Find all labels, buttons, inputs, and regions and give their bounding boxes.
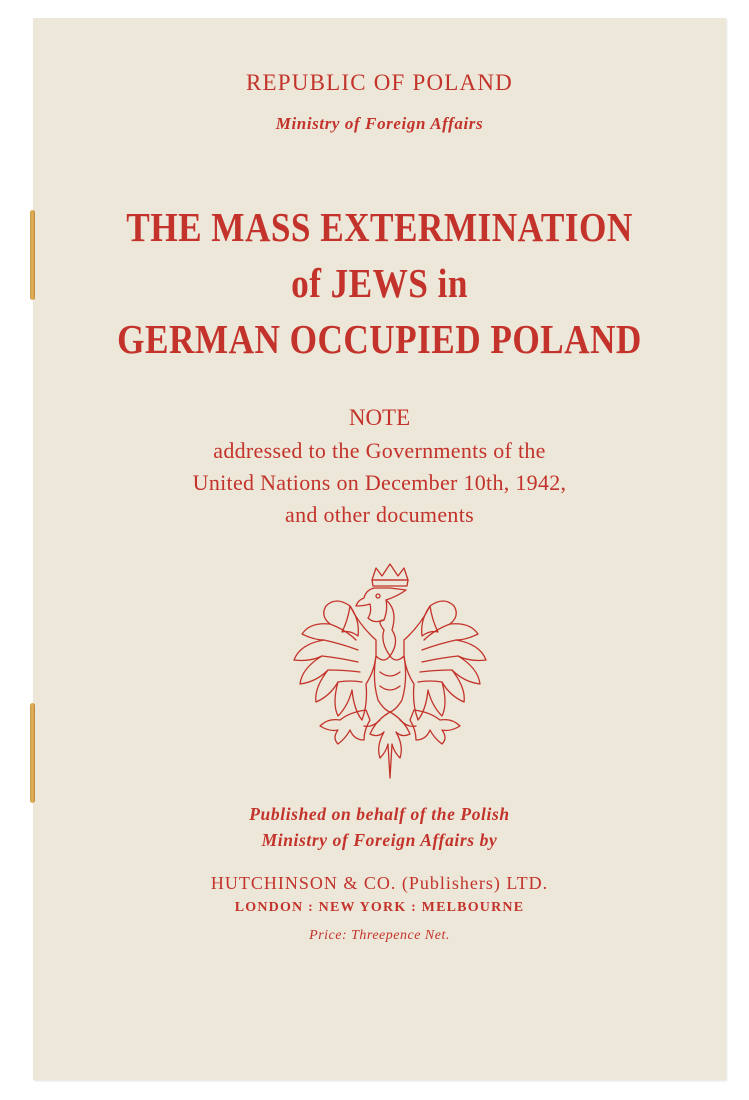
price-label: Price: Threepence Net. [309,928,450,943]
ministry-subheading: Ministry of Foreign Affairs [275,114,484,133]
publisher-cities: LONDON : NEW YORK : MELBOURNE [234,900,525,915]
note-heading: NOTE [348,405,411,430]
publisher-name: HUTCHINSON & CO. (Publishers) LTD. [210,873,549,893]
note-line-2: United Nations on December 10th, 1942, [192,470,567,495]
pamphlet-cover [33,18,726,1080]
staple-bottom [30,703,35,803]
title-line-1: THE MASS EXTERMINATION [126,204,633,250]
note-line-1: addressed to the Governments of the [213,438,546,463]
title-line-2: of JEWS in [291,260,468,306]
title-line-3: GERMAN OCCUPIED POLAND [117,316,642,362]
note-line-3: and other documents [285,502,474,527]
published-by-line-1: Published on behalf of the Polish [249,804,510,824]
staple-top [30,210,35,300]
issuer-heading: REPUBLIC OF POLAND [246,70,513,95]
published-by-line-2: Ministry of Foreign Affairs by [261,830,498,850]
polish-eagle-icon [280,560,500,786]
